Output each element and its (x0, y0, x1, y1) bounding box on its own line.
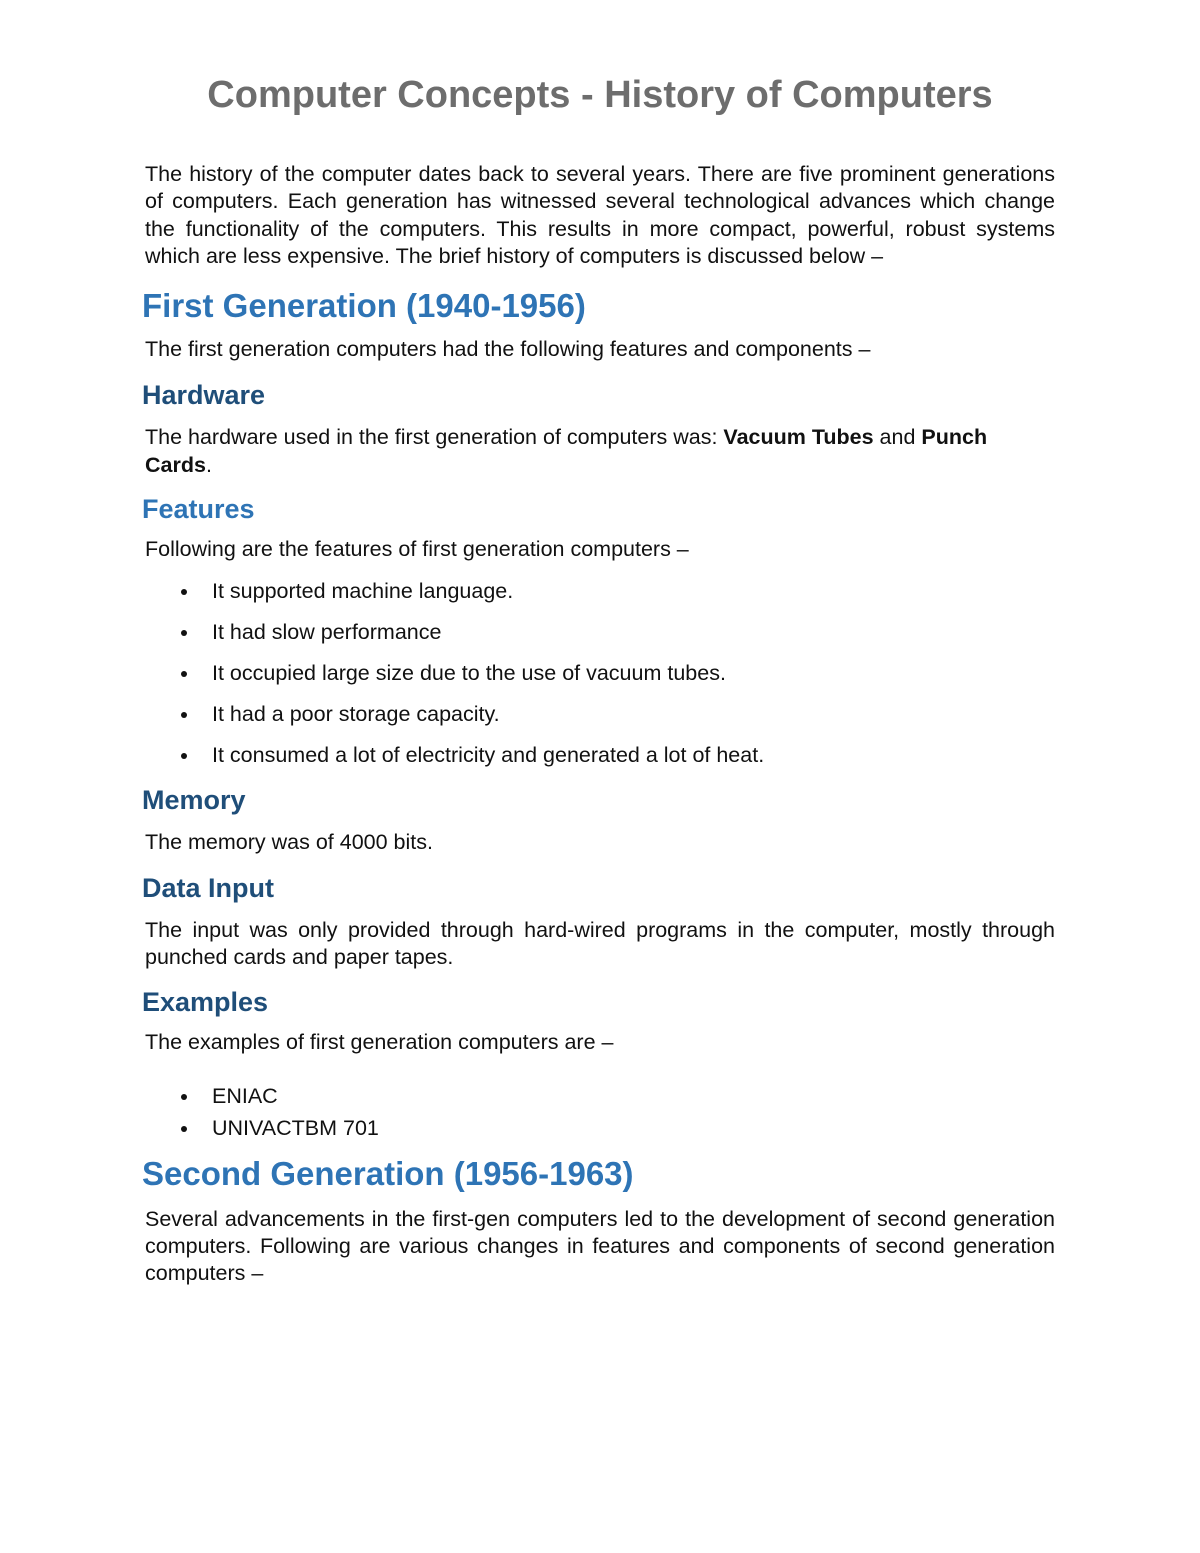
list-item: It consumed a lot of electricity and generated a lot of heat. (145, 742, 1055, 769)
hardware-text-mid: and (873, 425, 922, 450)
list-item: It occupied large size due to the use of vacuum tubes. (145, 660, 1055, 687)
document-title: Computer Concepts - History of Computers (207, 74, 993, 116)
second-generation-paragraph: Several advancements in the first-gen computers led to the development of second generation computers. Following are various changes in features and components of second generation computers – (145, 1206, 1055, 1286)
data-input-heading: Data Input (142, 872, 274, 903)
list-item: It supported machine language. (145, 578, 1055, 605)
hardware-bold-vacuum-tubes: Vacuum Tubes (723, 425, 874, 450)
features-list (145, 578, 1055, 769)
list-item: UNIVACTBM 701 (145, 1115, 1055, 1142)
list-item: It had a poor storage capacity. (145, 701, 1055, 728)
first-generation-heading: First Generation (1940-1956) (142, 287, 586, 325)
examples-heading: Examples (142, 987, 269, 1018)
second-generation-heading: Second Generation (1956-1963) (142, 1154, 634, 1192)
document-page (142, 72, 1055, 1287)
examples-lead: The examples of first generation computers are – (145, 1030, 614, 1055)
hardware-paragraph (145, 424, 1055, 479)
list-item: ENIAC (145, 1083, 1055, 1110)
data-input-paragraph: The input was only provided through hard-wired programs in the computer, mostly through punched cards and paper tapes. (145, 917, 1055, 969)
hardware-text-before: The hardware used in the first generation of computers was: (145, 425, 724, 450)
intro-paragraph: The history of the computer dates back to several years. There are five prominent generations of computers. Each generation has witnessed several technological advances which change the functionality of the computers. This results in more compact, powerful, robust systems which are less expensive. The brief history of computers is discussed below – (145, 162, 1055, 268)
memory-heading: Memory (142, 785, 246, 816)
hardware-bold-punch-cards: Punch Cards (145, 425, 988, 477)
first-generation-lead: The first generation computers had the following features and components – (145, 337, 871, 362)
features-heading: Features (142, 494, 255, 525)
examples-list (145, 1083, 1055, 1142)
list-item: It had slow performance (145, 619, 1055, 646)
hardware-text-after: . (205, 452, 212, 477)
memory-paragraph: The memory was of 4000 bits. (145, 830, 433, 855)
hardware-heading: Hardware (142, 380, 266, 411)
features-lead: Following are the features of first generation computers – (145, 537, 689, 562)
